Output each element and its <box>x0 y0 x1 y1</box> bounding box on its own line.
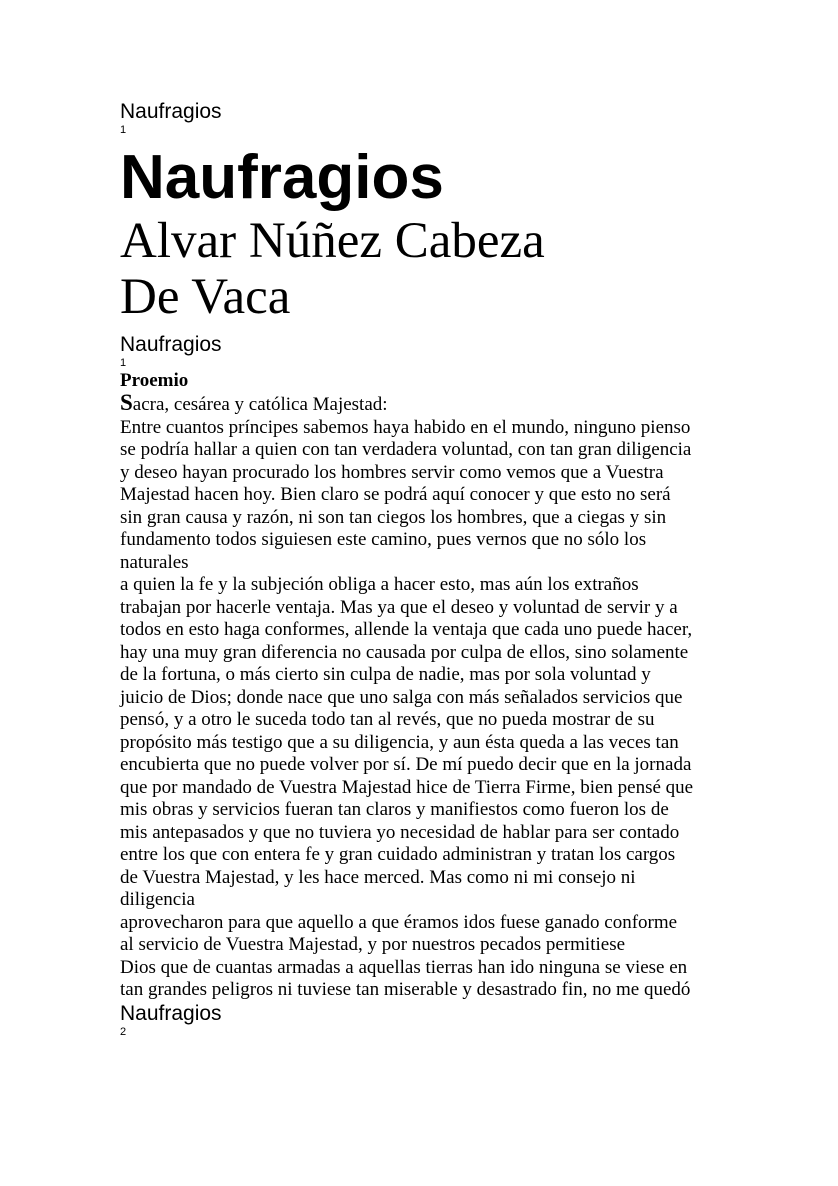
body-line: hay una muy gran diferencia no causada por culpa de ellos, sino solamente <box>120 641 689 663</box>
page-footer <box>120 1002 720 1039</box>
body-line: juicio de Dios; donde nace que uno salga con más señalados servicios que <box>120 686 683 708</box>
body-line: fundamento todos siguiesen este camino, pues vernos que no sólo los <box>120 529 647 550</box>
body-line: Dios que de cuantas armadas a aquellas tierras han ido ninguna se viese en <box>120 956 688 978</box>
body-line: pensó, y a otro le suceda todo tan al revés, que no pueda mostrar de su <box>120 709 655 730</box>
body-line: de la fortuna, o más cierto sin culpa de nadie, mas por sola voluntad y <box>120 664 651 685</box>
footer-title: Naufragios <box>120 1001 222 1025</box>
body-line: mis obras y servicios fueran tan claros y manifiestos como fueron los de <box>120 799 669 820</box>
body-line: Majestad hacen hoy. Bien claro se podrá aquí conocer y que esto no será <box>120 484 671 505</box>
second-header-title: Naufragios <box>120 333 222 356</box>
body-line: naturales <box>120 551 189 573</box>
salutation <box>120 392 720 417</box>
book-author-line-1: Alvar Núñez Cabeza <box>120 213 545 269</box>
section-heading: Proemio <box>120 370 189 391</box>
body-line: Entre cuantos príncipes sabemos haya habido en el mundo, ninguno pienso <box>120 416 691 438</box>
body-line: de Vuestra Majestad, y les hace merced. Mas como ni mi consejo ni <box>120 866 636 888</box>
body-line: y deseo hayan procurado los hombres servir como vemos que a Vuestra <box>120 461 664 483</box>
body-line: que por mandado de Vuestra Majestad hice de Tierra Firme, bien pensé que <box>120 776 694 798</box>
running-header-title: Naufragios <box>120 100 222 123</box>
body-line: mis antepasados y que no tuviera yo necesidad de hablar para ser contado <box>120 821 680 843</box>
body-line: al servicio de Vuestra Majestad, y por nuestros pecados permitiese <box>120 934 626 955</box>
document-page <box>120 100 720 1045</box>
book-title: Naufragios <box>120 143 444 212</box>
body-lines <box>120 417 720 1002</box>
salutation-rest: acra, cesárea y católica Majestad: <box>132 394 388 415</box>
body-line: encubierta que no puede volver por sí. De mí puedo decir que en la jornada <box>120 754 692 775</box>
body-line: aprovecharon para que aquello a que éramos idos fuese ganado conforme <box>120 911 678 933</box>
body-line: propósito más testigo que a su diligencia, y aun ésta queda a las veces tan <box>120 731 679 753</box>
book-author-line-2: De Vaca <box>120 269 291 325</box>
section-body <box>120 392 720 1002</box>
running-header-page-number: 1 <box>120 124 127 136</box>
salutation-initial: S <box>120 390 133 415</box>
body-line: diligencia <box>120 889 195 910</box>
second-header-page-number: 1 <box>120 357 127 369</box>
body-line: se podría hallar a quien con tan verdadera voluntad, con tan gran diligencia <box>120 439 692 460</box>
body-line: todos en esto haga conformes, allende la ventaja que cada uno puede hacer, <box>120 619 693 640</box>
body-line: trabajan por hacerle ventaja. Mas ya que el deseo y voluntad de servir y a <box>120 596 678 618</box>
footer-page-number: 2 <box>120 1025 127 1038</box>
body-line: entre los que con entera fe y gran cuidado administran y tratan los cargos <box>120 844 676 865</box>
body-line: tan grandes peligros ni tuviese tan miserable y desastrado fin, no me quedó <box>120 979 691 1000</box>
body-line: sin gran causa y razón, ni son tan ciegos los hombres, que a ciegas y sin <box>120 506 667 528</box>
body-line: a quien la fe y la subjeción obliga a hacer esto, mas aún los extraños <box>120 574 639 595</box>
